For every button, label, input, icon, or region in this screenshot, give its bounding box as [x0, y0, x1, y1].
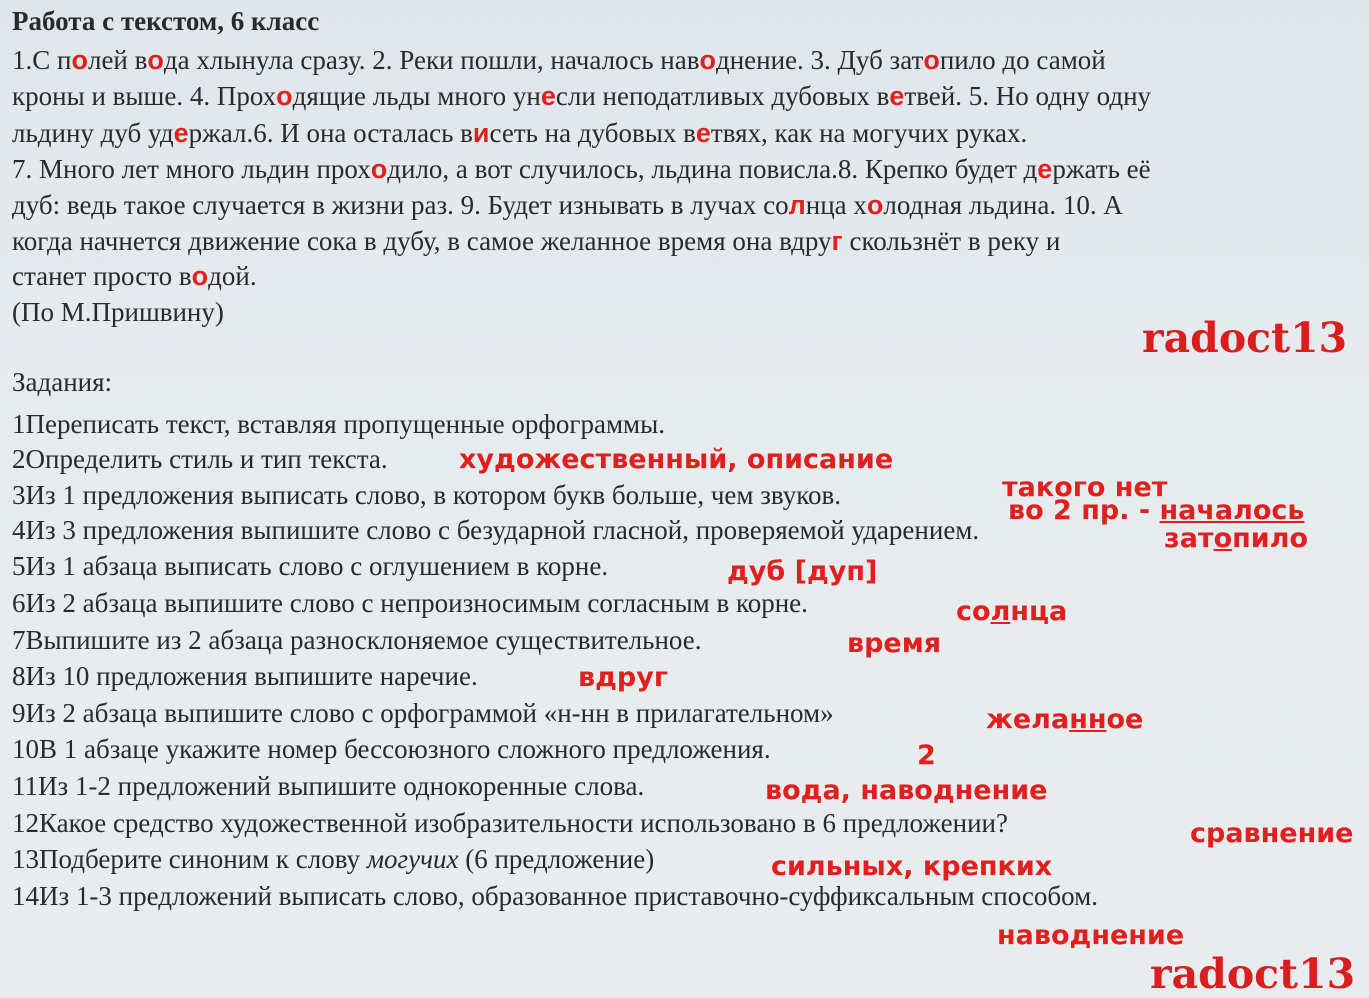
- passage-fragment: льдину дуб уд: [12, 118, 174, 148]
- inserted-letter: и: [472, 118, 490, 148]
- inserted-letter: е: [540, 81, 556, 111]
- answer-12: сравнение: [1190, 818, 1354, 849]
- inserted-letter: е: [889, 81, 905, 111]
- task-13-italic-word: могучих: [366, 844, 459, 874]
- passage-fragment: сеть на дубовых в: [489, 118, 696, 148]
- passage-fragment: дуб: ведь такое случается в жизни раз. 9. Будет изнывать в лучах со: [12, 190, 789, 220]
- source-attribution: (По М.Пришвину): [12, 297, 224, 327]
- answer-2: художественный, описание: [459, 444, 894, 475]
- task-7: 7Выпишите из 2 абзаца разносклоняемое существительное.: [12, 625, 702, 655]
- task-10: 10В 1 абзаце укажите номер бессоюзного сложного предложения.: [12, 734, 771, 764]
- passage-line: [12, 189, 1123, 221]
- passage-fragment: когда начнется движение сока в дубу, в самое желанное время она вдру: [12, 226, 832, 256]
- passage-fragment: сли неподатливых дубовых в: [555, 81, 890, 111]
- passage-line: [12, 260, 257, 292]
- answer-9-underlined: нн: [1069, 704, 1107, 735]
- passage-fragment: твей. 5. Но одну одну: [904, 81, 1152, 111]
- task-6: 6Из 2 абзаца выпишите слово с непроизносимым согласным в корне.: [12, 588, 808, 618]
- answer-11: вода, наводнение: [765, 775, 1048, 806]
- passage-fragment: дой.: [208, 261, 257, 291]
- task-14: 14Из 1-3 предложений выписать слово, образованное приставочно-суффиксальным способом.: [12, 881, 1098, 911]
- answer-6-pre: со: [956, 596, 991, 627]
- passage-fragment: ржал.6. И она осталась в: [188, 118, 473, 148]
- answer-4-post: пило: [1232, 523, 1309, 554]
- passage-fragment: станет просто в: [12, 261, 192, 291]
- passage-line: [12, 225, 1060, 257]
- answer-4-underlined: о: [1213, 523, 1233, 554]
- inserted-letter: е: [695, 118, 711, 148]
- answer-7: время: [847, 628, 942, 659]
- passage-fragment: нца х: [805, 190, 867, 220]
- passage-line: [12, 44, 1106, 76]
- task-5: 5Из 1 абзаца выписать слово с оглушением в корне.: [12, 551, 609, 581]
- passage-fragment: лей в: [87, 45, 148, 75]
- answer-8: вдруг: [578, 662, 668, 693]
- inserted-letter: о: [276, 81, 293, 111]
- passage-fragment: днение. 3. Дуб зат: [715, 45, 924, 75]
- inserted-letter: е: [1037, 154, 1053, 184]
- inserted-letter: о: [71, 45, 88, 75]
- tasks-header: Задания:: [12, 367, 113, 397]
- task-9: 9Из 2 абзаца выпишите слово с орфограммой «н-нн в прилагательном»: [12, 698, 834, 728]
- task-1: 1Переписать текст, вставляя пропущенные орфограммы.: [12, 409, 666, 439]
- task-4: 4Из 3 предложения выпишите слово с безударной гласной, проверяемой ударением.: [12, 515, 980, 545]
- task-13: [12, 843, 654, 875]
- answer-5: дуб [дуп]: [727, 556, 878, 587]
- watermark-bottom: radoct13: [1150, 950, 1356, 998]
- passage-fragment: скользнёт в реку и: [842, 226, 1061, 256]
- inserted-letter: о: [923, 45, 940, 75]
- task-8: 8Из 10 предложения выпишите наречие.: [12, 661, 478, 691]
- task-2: 2Определить стиль и тип текста.: [12, 444, 388, 474]
- answer-4: [1164, 523, 1308, 555]
- passage-fragment: дящие льды много ун: [292, 81, 541, 111]
- answer-6: [956, 596, 1067, 628]
- answer-3: такого нет: [1002, 472, 1168, 503]
- task-3: 3Из 1 предложения выписать слово, в котором букв больше, чем звуков.: [12, 480, 841, 510]
- answer-6-underlined: л: [990, 596, 1011, 627]
- answer-9-post: ое: [1106, 704, 1144, 735]
- task-12: 12Какое средство художественной изобразительности использовано в 6 предложении?: [12, 808, 1008, 838]
- watermark-top: radoct13: [1142, 314, 1348, 362]
- answer-3b-prefix: во 2 пр. -: [1008, 495, 1160, 526]
- answer-3b-word: началось: [1159, 495, 1305, 526]
- inserted-letter: о: [147, 45, 164, 75]
- answer-4-pre: зат: [1164, 523, 1214, 554]
- inserted-letter: о: [866, 190, 884, 220]
- inserted-letter: о: [191, 261, 209, 291]
- passage-line: [12, 80, 1151, 112]
- inserted-letter: о: [699, 45, 716, 75]
- passage-fragment: лодная льдина. 10. А: [883, 190, 1123, 220]
- passage-fragment: 7. Много лет много льдин прох: [12, 154, 371, 184]
- task-11: 11Из 1-2 предложений выпишите однокоренные слова.: [12, 771, 645, 801]
- inserted-letter: л: [788, 190, 806, 220]
- answer-14: наводнение: [997, 920, 1185, 951]
- answer-6-post: нца: [1010, 596, 1068, 627]
- answer-9: [986, 704, 1143, 736]
- inserted-letter: г: [831, 226, 843, 256]
- task-13-tail: (6 предложение): [458, 844, 655, 874]
- task-13-text: 13Подберите синоним к слову: [12, 844, 367, 874]
- passage-line: [12, 117, 1027, 149]
- passage-line: [12, 153, 1151, 185]
- passage-fragment: ржать её: [1052, 154, 1151, 184]
- inserted-letter: о: [370, 154, 388, 184]
- answer-10: 2: [917, 740, 936, 771]
- inserted-letter: е: [173, 118, 189, 148]
- answer-9-pre: жела: [986, 704, 1070, 735]
- passage-fragment: дило, а вот случилось, льдина повисла.8. Крепко будет д: [387, 154, 1038, 184]
- passage-fragment: пило до самой: [939, 45, 1106, 75]
- answer-13: сильных, крепких: [771, 851, 1053, 882]
- passage-fragment: да хлынула сразу. 2. Реки пошли, началось нав: [163, 45, 700, 75]
- passage-fragment: 1.С п: [12, 45, 72, 75]
- passage-fragment: кроны и выше. 4. Прох: [12, 81, 277, 111]
- page-title: Работа с текстом, 6 класс: [12, 6, 320, 36]
- passage-fragment: твях, как на могучих руках.: [710, 118, 1028, 148]
